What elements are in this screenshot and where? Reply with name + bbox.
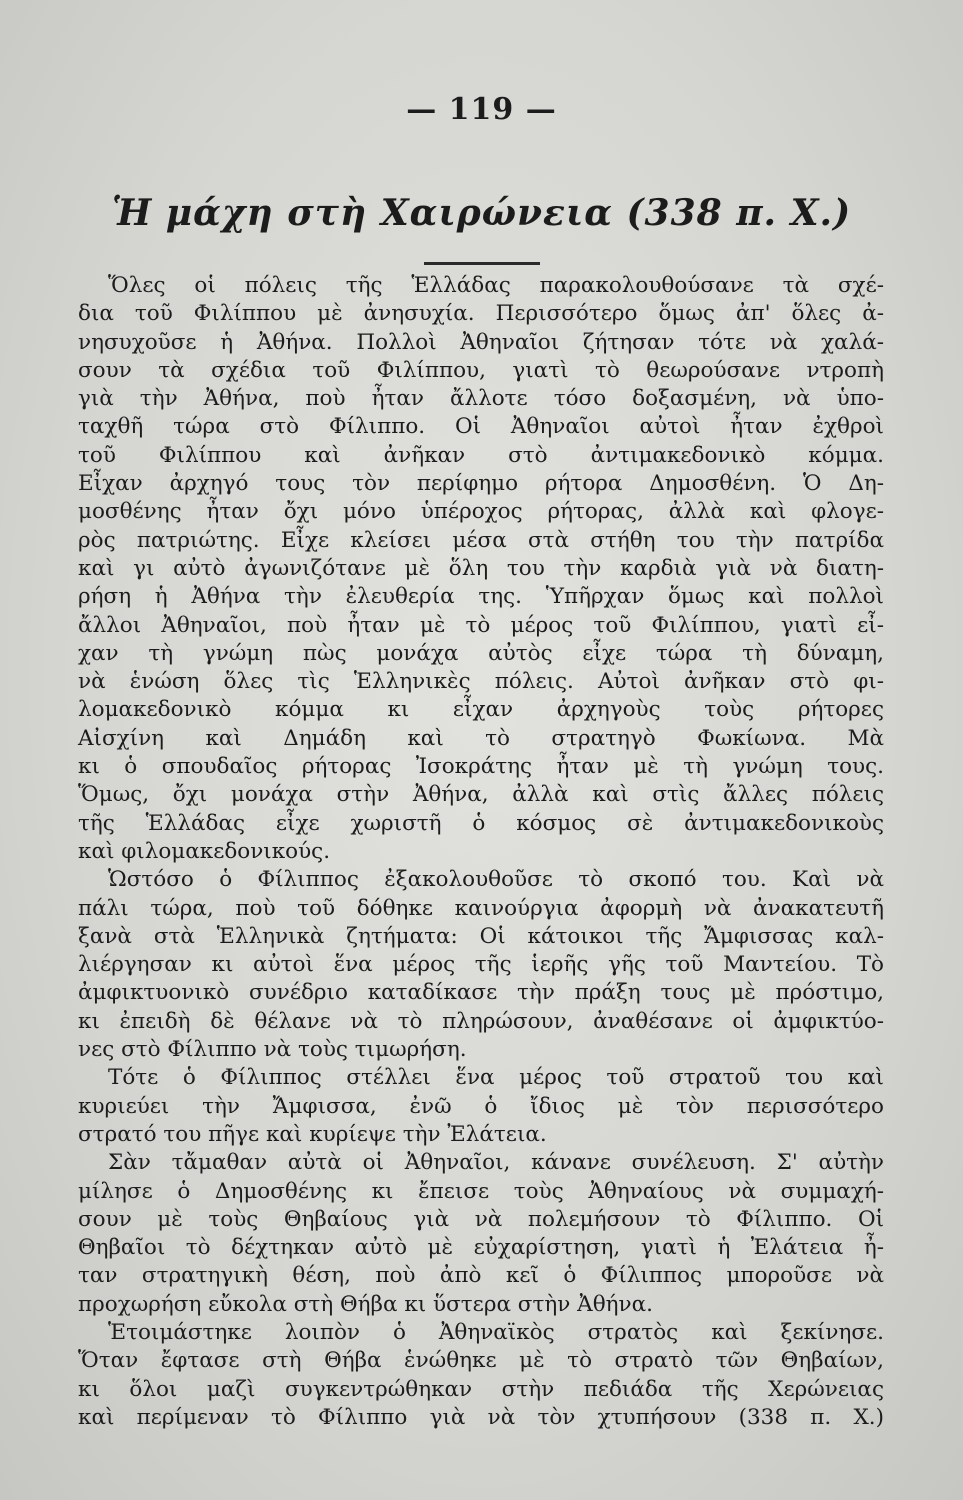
text-line: καὶ γι αὐτὸ ἀγωνιζότανε μὲ ὅλη του τὴν καρδιὰ γιὰ νὰ διατη- bbox=[78, 555, 884, 581]
text-line: ταν στρατηγικὴ θέση, ποὺ ἀπὸ κεῖ ὁ Φίλιππος μποροῦσε νὰ bbox=[78, 1263, 884, 1289]
text-line: κι ὅλοι μαζὶ συγκεντρώθηκαν στὴν πεδιάδα τῆς Χερώνειας bbox=[78, 1376, 884, 1402]
text-line: λιέργησαν κι αὐτοὶ ἕνα μέρος τῆς ἱερῆς γῆς τοῦ Μαντείου. Τὸ bbox=[78, 952, 884, 978]
text-line: δια τοῦ Φιλίππου μὲ ἀνησυχία. Περισσότερο ὅμως ἀπ' ὅλες ἀ- bbox=[78, 301, 884, 327]
paragraph-4 bbox=[78, 1149, 884, 1319]
text-line: νησυχοῦσε ἡ Ἀθήνα. Πολλοὶ Ἀθηναῖοι ζήτησαν τότε νὰ χαλά- bbox=[78, 329, 884, 355]
text-line: κι ὁ σπουδαῖος ρήτορας Ἰσοκράτης ἦταν μὲ τὴ γνώμη τους. bbox=[78, 754, 884, 780]
text-line: λομακεδονικὸ κόμμα κι εἶχαν ἀρχηγοὺς τοὺς ρήτορες bbox=[78, 697, 884, 723]
text-line: Θηβαῖοι τὸ δέχτηκαν αὐτὸ μὲ εὐχαρίστηση, γιατὶ ἡ Ἐλάτεια ἦ- bbox=[78, 1235, 884, 1261]
text-line: πάλι τώρα, ποὺ τοῦ δόθηκε καινούργια ἀφορμὴ νὰ ἀνακατευτῆ bbox=[78, 895, 884, 921]
text-line: νὰ ἑνώση ὅλες τὶς Ἑλληνικὲς πόλεις. Αὐτοὶ ἀνῆκαν στὸ φι- bbox=[78, 669, 884, 695]
text-line: Ὡστόσο ὁ Φίλιππος ἐξακολουθοῦσε τὸ σκοπό του. Καὶ νὰ bbox=[108, 867, 884, 893]
text-line: μίλησε ὁ Δημοσθένης κι ἔπεισε τοὺς Ἀθηναίους νὰ συμμαχή- bbox=[78, 1178, 884, 1204]
text-line: Εἶχαν ἀρχηγό τους τὸν περίφημο ρήτορα Δημοσθένη. Ὁ Δη- bbox=[78, 471, 884, 497]
paragraph-3 bbox=[78, 1064, 884, 1149]
text-line: κυριεύει τὴν Ἄμφισσα, ἐνῶ ὁ ἴδιος μὲ τὸν περισσότερο bbox=[78, 1093, 884, 1119]
text-line: καὶ φιλομακεδονικούς. bbox=[78, 838, 331, 864]
text-line: Αἰσχίνη καὶ Δημάδη καὶ τὸ στρατηγὸ Φωκίωνα. Μὰ bbox=[78, 725, 884, 751]
text-line: ρὸς πατριώτης. Εἶχε κλείσει μέσα στὰ στήθη του τὴν πατρίδα bbox=[78, 527, 884, 553]
text-line: σουν μὲ τοὺς Θηβαίους γιὰ νὰ πολεμήσουν τὸ Φίλιππο. Οἱ bbox=[78, 1206, 884, 1232]
paragraph-1 bbox=[78, 272, 884, 866]
text-line: Ἑτοιμάστηκε λοιπὸν ὁ Ἀθηναϊκὸς στρατὸς καὶ ξεκίνησε. bbox=[108, 1319, 884, 1345]
text-line: προχωρήση εὔκολα στὴ Θήβα κι ὕστερα στὴν Ἀθήνα. bbox=[78, 1291, 653, 1317]
page-number: — 119 — bbox=[406, 92, 557, 127]
text-line: σουν τὰ σχέδια τοῦ Φιλίππου, γιατὶ τὸ θεωρούσανε ντροπὴ bbox=[78, 357, 884, 383]
text-line: Ὅλες οἱ πόλεις τῆς Ἑλλάδας παρακολουθούσανε τὰ σχέ- bbox=[108, 273, 884, 298]
text-line: ρήση ἡ Ἀθήνα τὴν ἐλευθερία της. Ὑπῆρχαν ὅμως καὶ πολλοὶ bbox=[78, 584, 884, 610]
text-line: Ὅμως, ὄχι μονάχα στὴν Ἀθήνα, ἀλλὰ καὶ στὶς ἄλλες πόλεις bbox=[78, 782, 884, 808]
text-line: χαν τὴ γνώμη πὼς μονάχα αὐτὸς εἶχε τώρα τὴ δύναμη, bbox=[78, 640, 884, 666]
text-line: κι ἐπειδὴ δὲ θέλανε νὰ τὸ πληρώσουν, ἀναθέσανε οἱ ἀμφικτύο- bbox=[78, 1008, 884, 1034]
text-line: νες στὸ Φίλιππο νὰ τοὺς τιμωρήση. bbox=[78, 1037, 467, 1063]
text-line: ἄλλοι Ἀθηναῖοι, ποὺ ἦταν μὲ τὸ μέρος τοῦ Φιλίππου, γιατὶ εἶ- bbox=[78, 612, 884, 638]
text-line: γιὰ τὴν Ἀθήνα, ποὺ ἦταν ἄλλοτε τόσο δοξασμένη, νὰ ὑπο- bbox=[78, 386, 884, 412]
text-line: Σὰν τἄμαθαν αὐτὰ οἱ Ἀθηναῖοι, κάνανε συνέλευση. Σ' αὐτὴν bbox=[108, 1150, 884, 1176]
paragraph-2 bbox=[78, 866, 884, 1064]
text-line: ἀμφικτυονικὸ συνέδριο καταδίκασε τὴν πράξη τους μὲ πρόστιμο, bbox=[78, 980, 884, 1006]
paragraph-5 bbox=[78, 1319, 884, 1432]
text-line: Ὅταν ἔφτασε στὴ Θήβα ἑνώθηκε μὲ τὸ στρατὸ τῶν Θηβαίων, bbox=[78, 1348, 884, 1374]
body-text bbox=[78, 272, 884, 1432]
text-line: ξανὰ στὰ Ἑλληνικὰ ζητήματα: Οἱ κάτοικοι τῆς Ἄμφισσας καλ- bbox=[78, 923, 884, 949]
chapter-title: Ἡ μάχη στὴ Χαιρώνεια (338 π. Χ.) bbox=[111, 192, 852, 234]
text-line: ταχθῆ τώρα στὸ Φίλιππο. Οἱ Ἀθηναῖοι αὐτοὶ ἦταν ἐχθροὶ bbox=[78, 414, 884, 440]
text-line: στρατό του πῆγε καὶ κυρίεψε τὴν Ἐλάτεια. bbox=[78, 1121, 547, 1147]
text-line: μοσθένης ἦταν ὄχι μόνο ὑπέροχος ρήτορας, ἀλλὰ καὶ φλογε- bbox=[78, 499, 884, 525]
title-underline bbox=[424, 262, 540, 265]
text-line: τῆς Ἑλλάδας εἶχε χωριστῆ ὁ κόσμος σὲ ἀντιμακεδονικοὺς bbox=[78, 810, 884, 836]
text-line: Τότε ὁ Φίλιππος στέλλει ἕνα μέρος τοῦ στρατοῦ του καὶ bbox=[108, 1065, 884, 1091]
text-line: καὶ περίμεναν τὸ Φίλιππο γιὰ νὰ τὸν χτυπήσουν (338 π. Χ.) bbox=[78, 1404, 884, 1430]
text-line: τοῦ Φιλίππου καὶ ἀνῆκαν στὸ ἀντιμακεδονικὸ κόμμα. bbox=[78, 442, 884, 468]
